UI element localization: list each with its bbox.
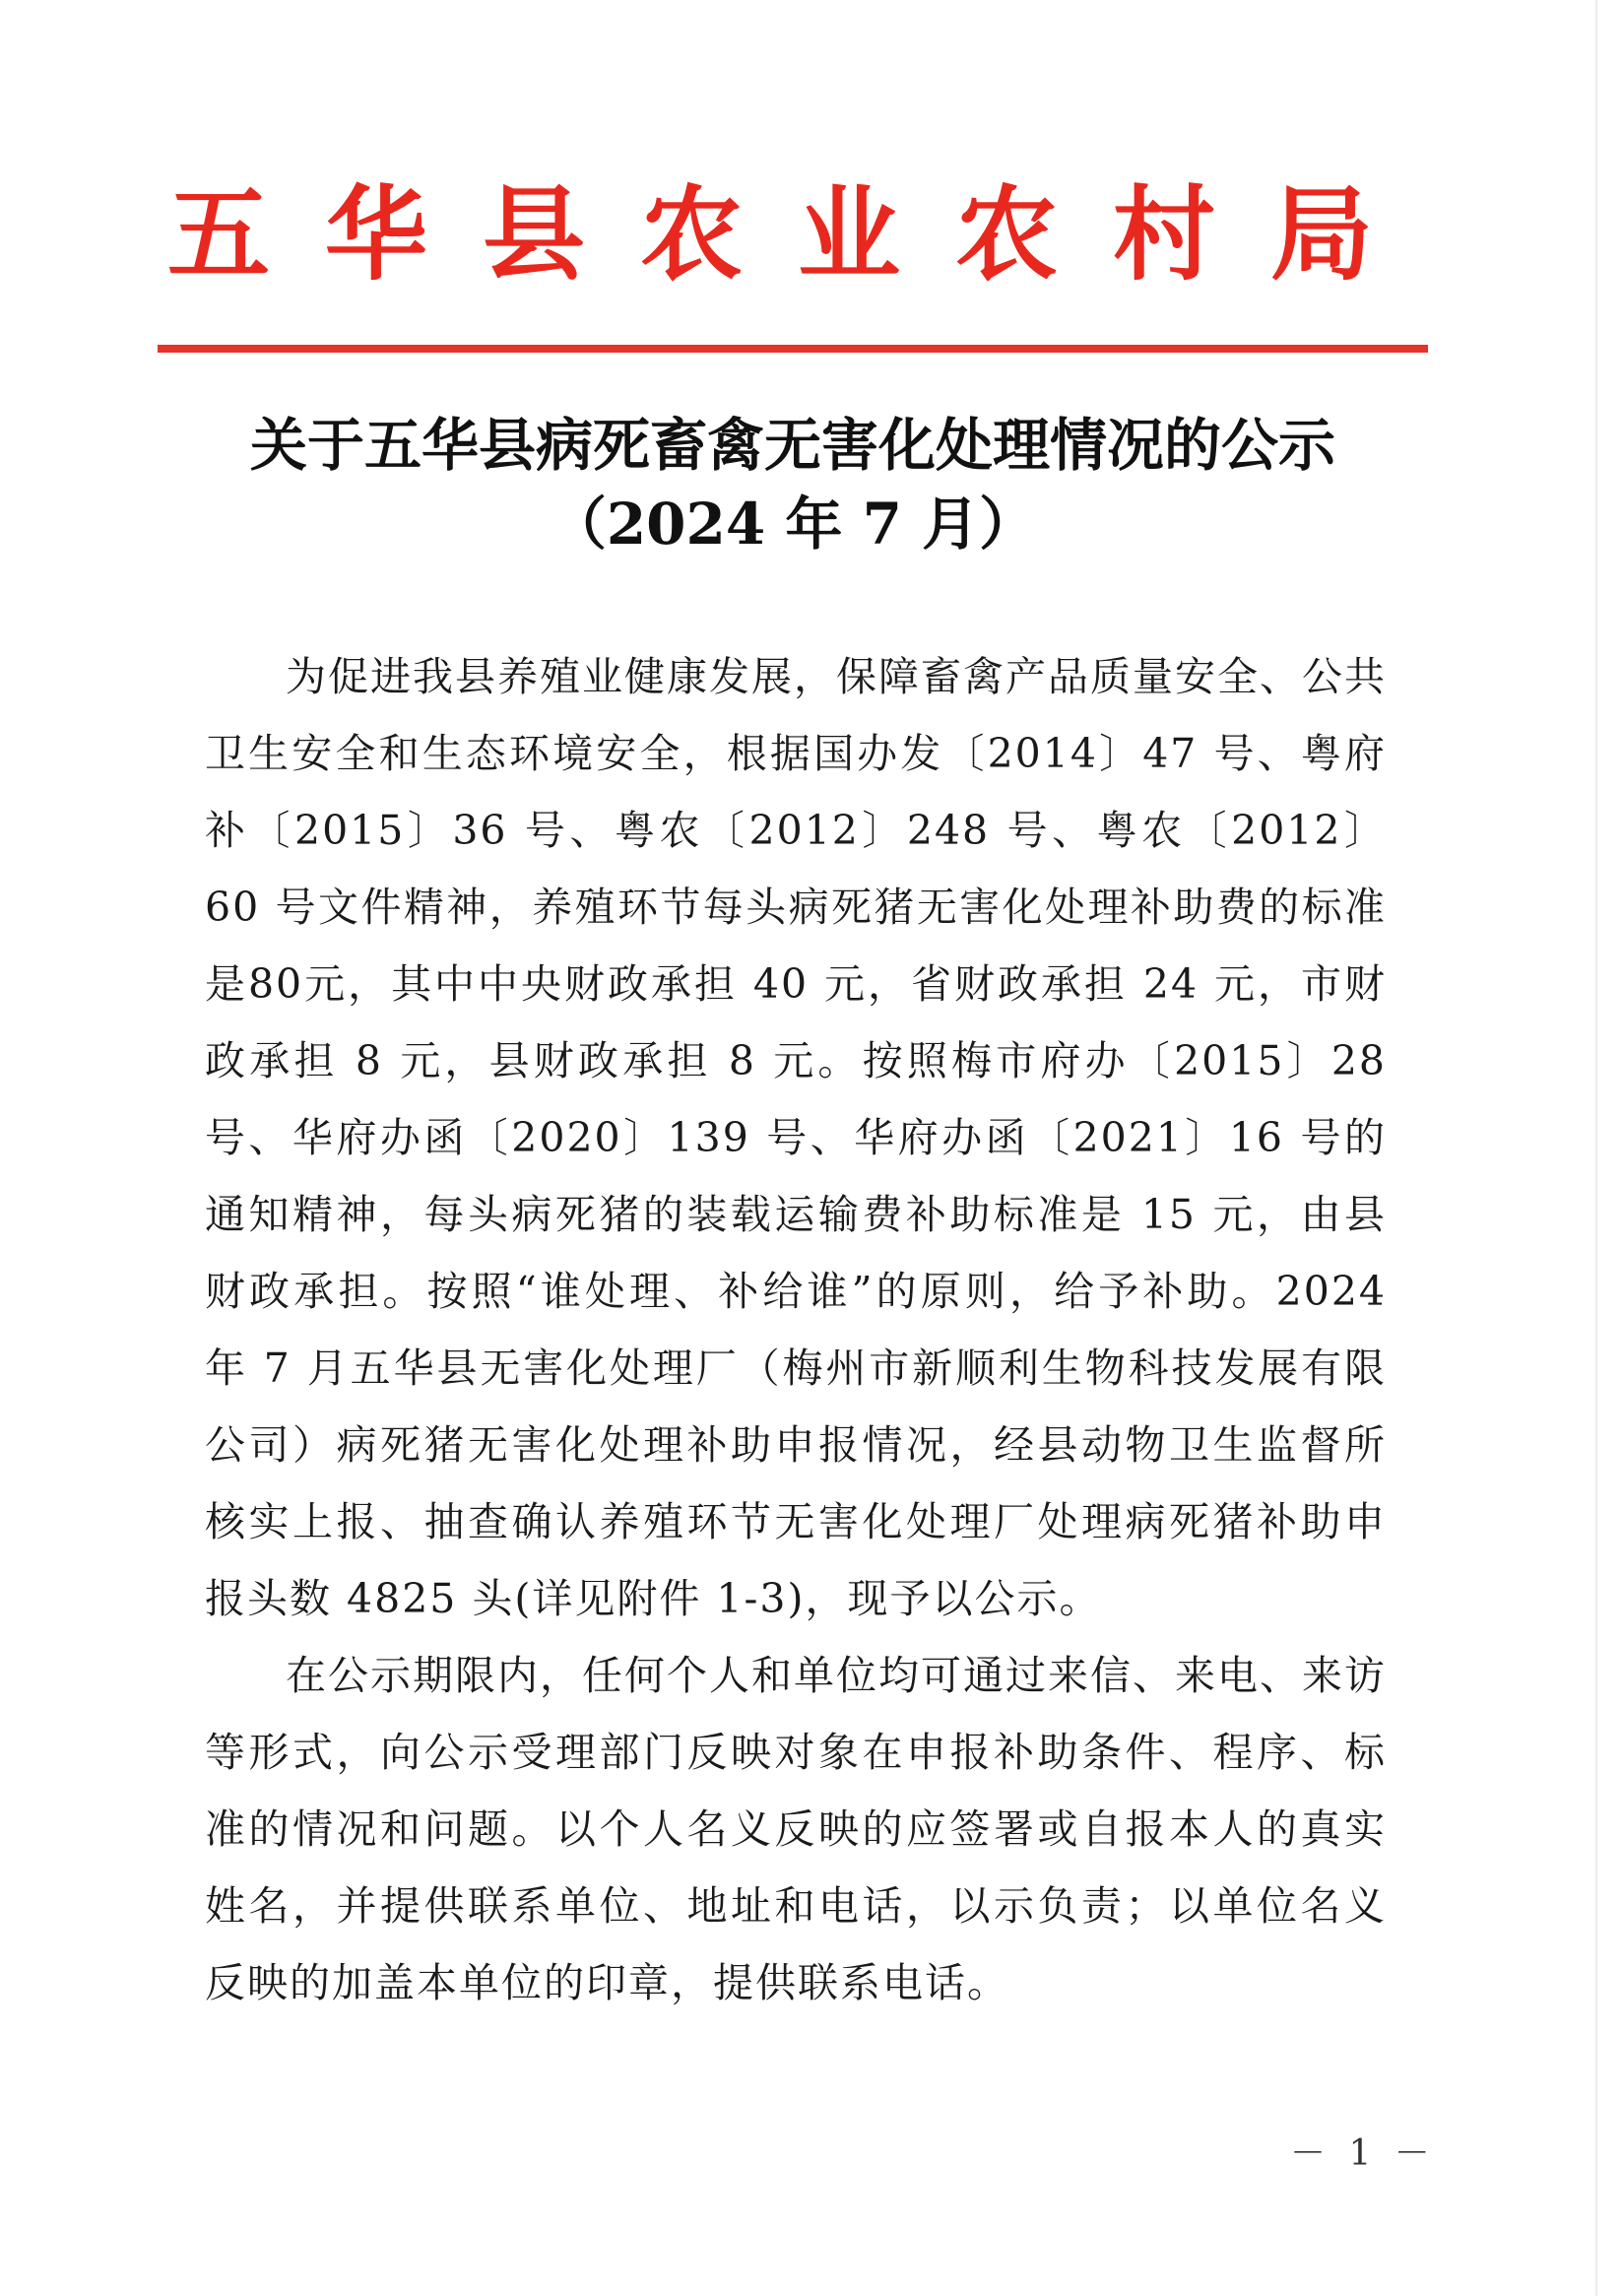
agency-header-title: 五华县农业农村局 (166, 173, 1428, 295)
document-subtitle-date: （2024 年 7 月） (549, 491, 1037, 558)
document-title: 关于五华县病死畜禽无害化处理情况的公示 (249, 412, 1335, 479)
body-paragraph-1: 为促进我县养殖业健康发展，保障畜禽产品质量安全、公共卫生安全和生态环境安全，根据国办发〔2014〕47 号、粤府补〔2015〕36 号、粤农〔2012〕248 号、粤农〔2012〕60 号文件精神，养殖环节每头病死猪无害化处理补助费的标准是80元，其中中央财政承担 40 元，省财政承担 24 元，市财政承担 8 元，县财政承担 8 元。按照梅市府办〔2015〕28 号、华府办函〔2020〕139 号、华府办函〔2021〕16 号的通知精神，每头病死猪的装载运输费补助标准是 15 元，由县财政承担。按照“谁处理、补给谁”的原则，给予补助。2024 年 7 月五华县无害化处理厂（梅州市新顺利生物科技发展有限公司）病死猪无害化处理补助申报情况，经县动物卫生监督所核实上报、抽查确认养殖环节无害化处理厂处理病死猪补助申报头数 4825 头(详见附件 1-3)，现予以公示。 (205, 653, 1387, 1622)
page-number: － 1 － (1290, 2133, 1436, 2174)
scan-edge-line (1595, 0, 1597, 2296)
red-header-rule (158, 345, 1428, 353)
body-paragraph-2: 在公示期限内，任何个人和单位均可通过来信、来电、来访等形式，向公示受理部门反映对象在申报补助条件、程序、标准的情况和问题。以个人名义反映的应签署或自报本人的真实姓名，并提供联系单位、地址和电话，以示负责；以单位名义反映的加盖本单位的印章，提供联系电话。 (205, 1652, 1387, 2006)
document-body (205, 638, 1387, 2021)
